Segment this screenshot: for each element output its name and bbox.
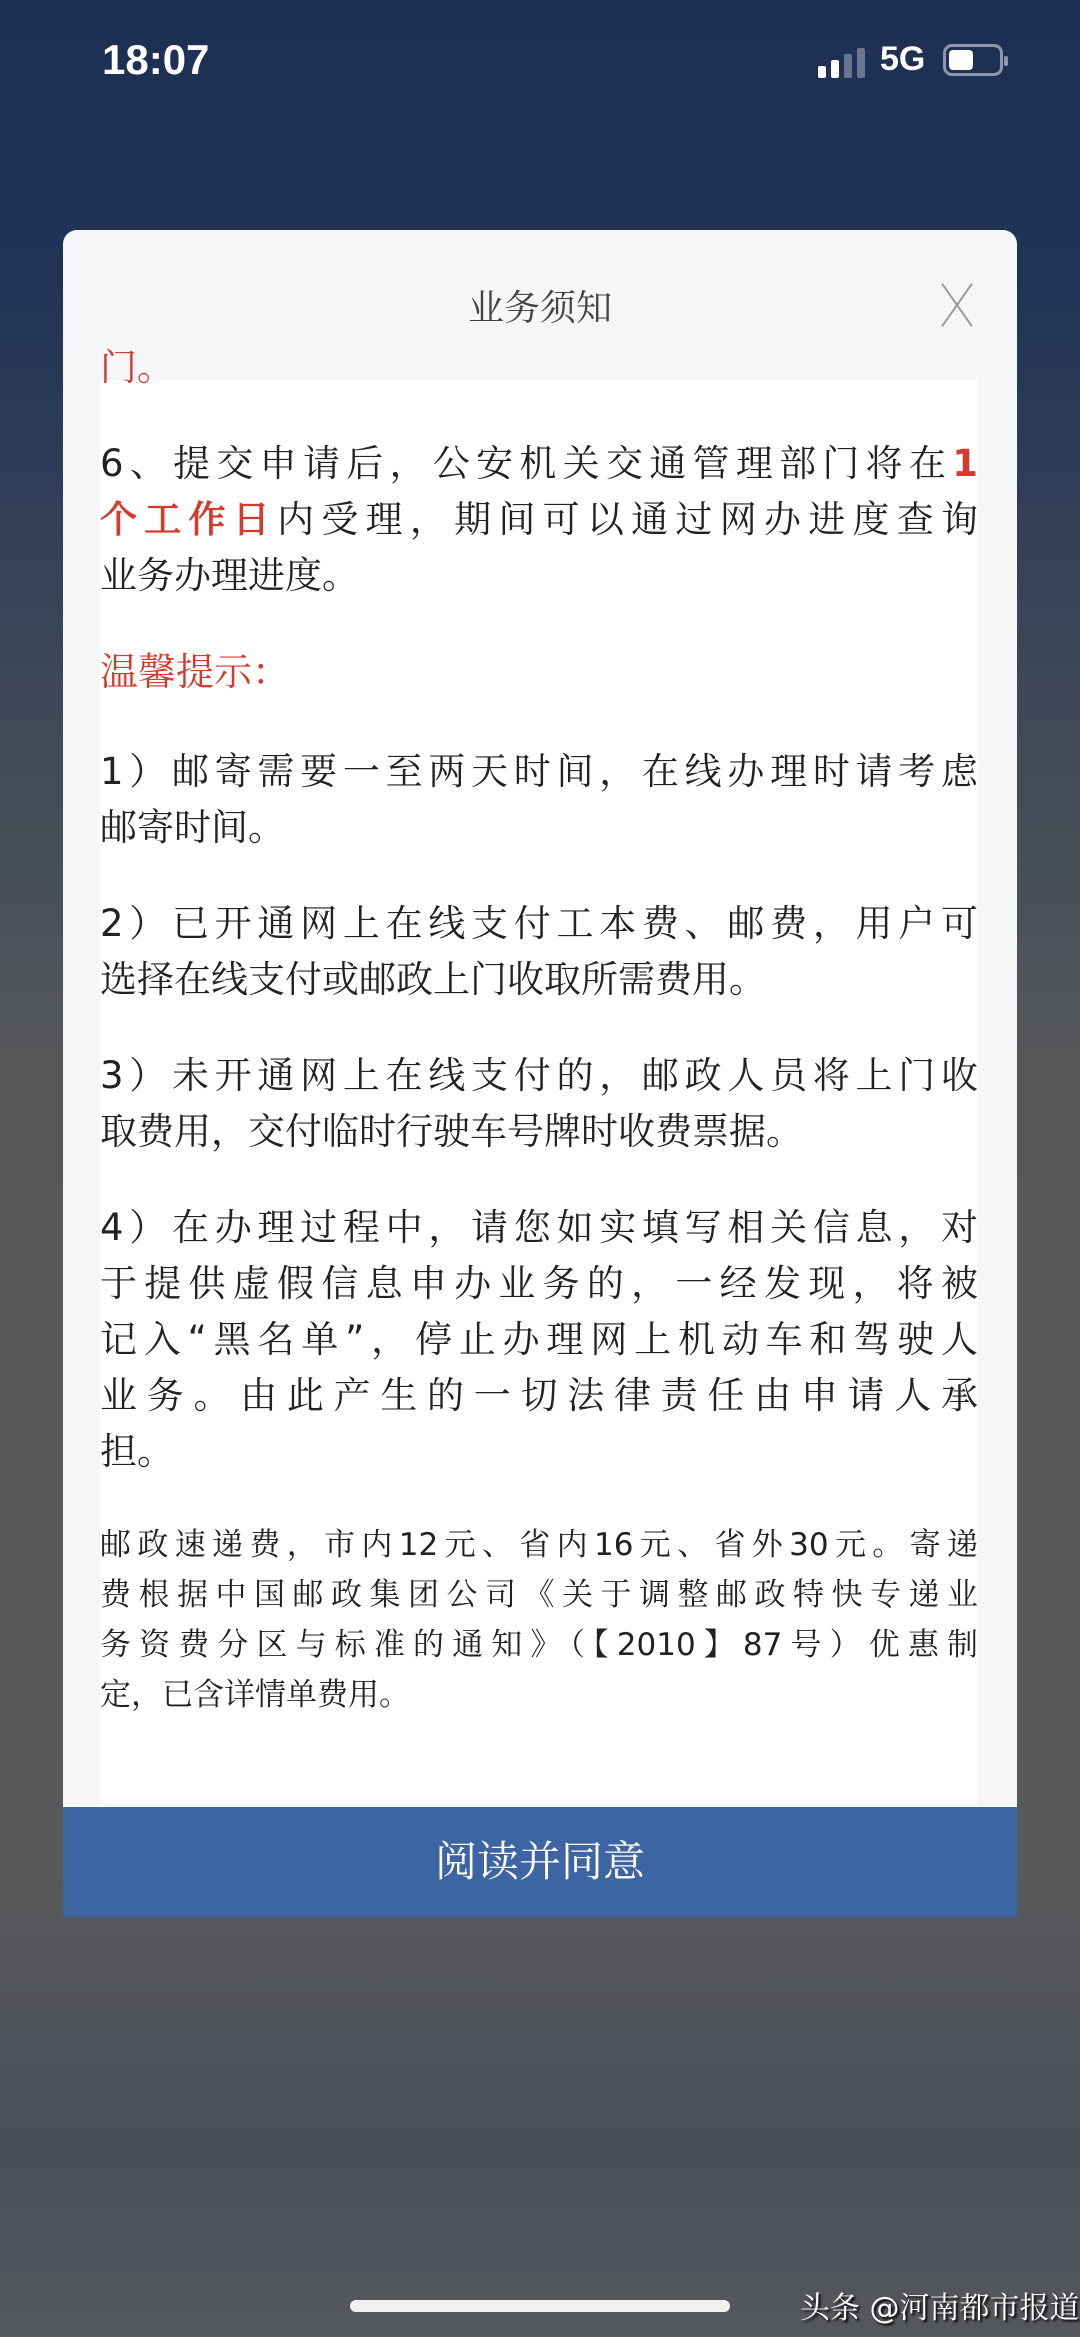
tip-2: [100, 896, 978, 1008]
highlight: 个工作日: [100, 498, 278, 541]
tip-4: [100, 1200, 978, 1480]
text-line: 3）未开通网上在线支付的，邮政人员将上门收: [100, 1054, 978, 1097]
text-line: 担。: [100, 1430, 174, 1473]
home-indicator[interactable]: [350, 2300, 730, 2312]
text-line: 于提供虚假信息申办业务的，一经发现，将被: [100, 1262, 978, 1305]
signal-icon: [818, 48, 865, 78]
watermark: 头条 @河南都市报道: [800, 2291, 1080, 2326]
item-6: [100, 436, 978, 604]
read-and-agree-button[interactable]: 阅读并同意: [63, 1807, 1017, 1917]
clock: 18:07: [102, 36, 210, 83]
tip-1: [100, 744, 978, 856]
tip-3: [100, 1048, 978, 1160]
text: 6、提交申请后，公安机关交通管理部门将在: [100, 442, 953, 485]
text-line: 门。: [100, 346, 174, 389]
close-icon[interactable]: [937, 285, 977, 325]
text-line: 选择在线支付或邮政上门收取所需费用。: [100, 958, 766, 1001]
text-line: 业务办理进度。: [100, 554, 359, 597]
text-line: 邮寄时间。: [100, 806, 285, 849]
postage-note: [100, 1520, 978, 1720]
text-line: [100, 436, 978, 492]
highlight: 1: [952, 442, 978, 485]
text-line: 定，已含详情单费用。: [100, 1677, 410, 1713]
text-line: 务资费分区与标准的通知》（【2010】87号）优惠制: [100, 1627, 978, 1663]
tip-title: 温馨提示：: [100, 650, 291, 694]
text-line: 1）邮寄需要一至两天时间，在线办理时请考虑: [100, 750, 978, 793]
text-line: 4）在办理过程中，请您如实填写相关信息，对: [100, 1206, 978, 1249]
network-type: 5G: [880, 40, 926, 78]
text-line: 业务。由此产生的一切法律责任由申请人承: [100, 1374, 978, 1417]
text-line: 费根据中国邮政集团公司《关于调整邮政特快专递业: [100, 1577, 978, 1613]
text-line: [100, 492, 978, 548]
text-line: 记入“黑名单”，停止办理网上机动车和驾驶人: [100, 1318, 978, 1361]
dialog-title: 业务须知: [467, 288, 612, 329]
text: 内受理，期间可以通过网办进度查询: [277, 498, 979, 541]
notice-content[interactable]: [100, 346, 979, 1808]
text-line: 2）已开通网上在线支付工本费、邮费，用户可: [100, 902, 978, 945]
text-line: 邮政速递费，市内12元、省内16元、省外30元。寄递: [100, 1527, 978, 1563]
fragment: [100, 340, 978, 396]
text-line: 取费用，交付临时行驶车号牌时收费票据。: [100, 1110, 803, 1153]
status-bar: [0, 0, 1080, 120]
notice-dialog: [63, 230, 1017, 1917]
battery-icon: [943, 44, 1003, 76]
